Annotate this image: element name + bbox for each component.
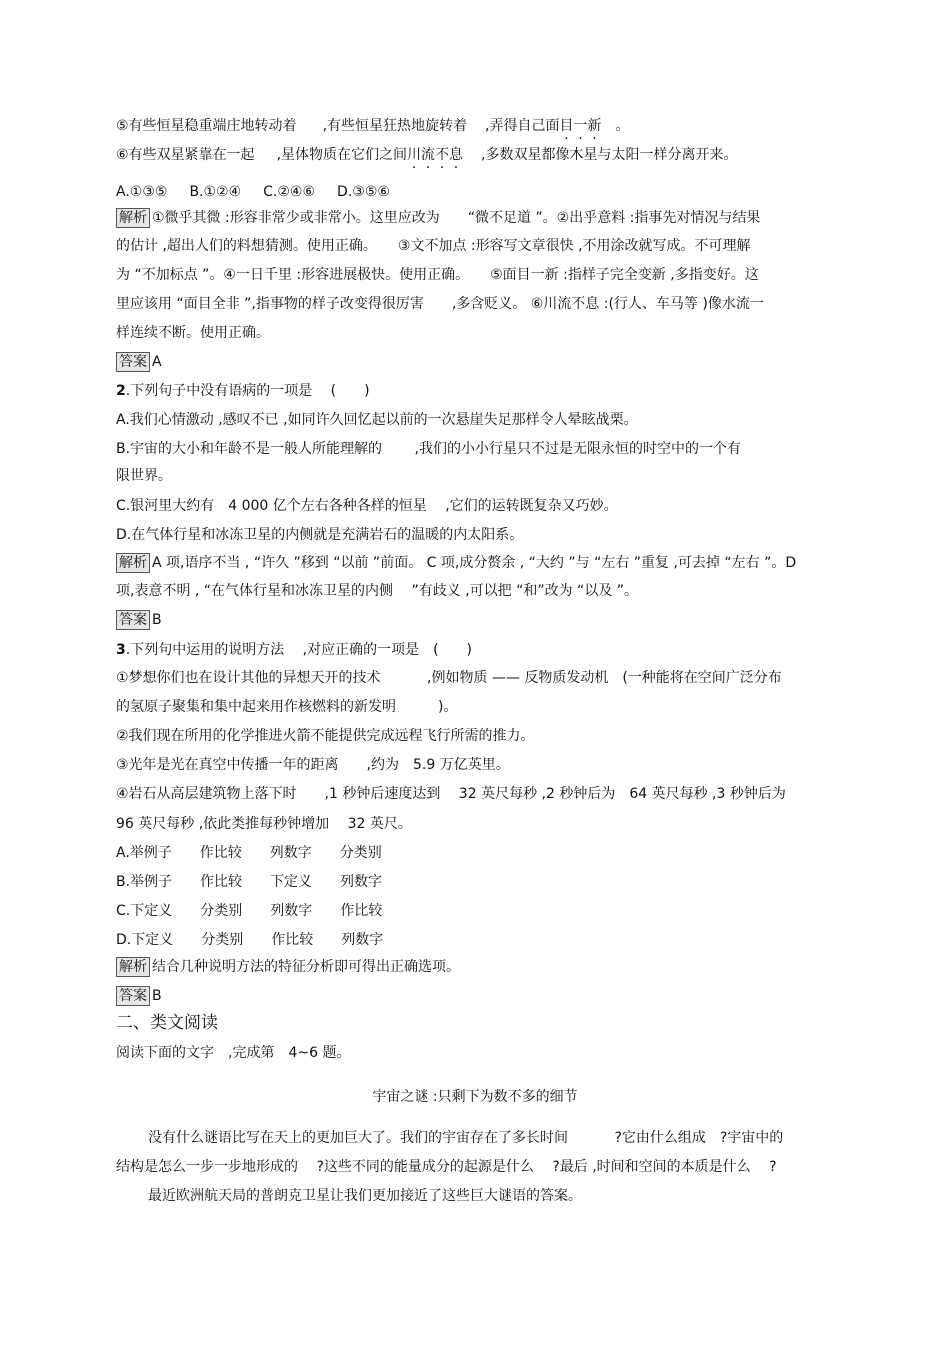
q2-option-c: C.银河里大约有 4 000 亿个左右各种各样的恒星 ,它们的运转既复杂又巧妙。: [116, 498, 618, 514]
reading-instruction: 阅读下面的文字 ,完成第 4~6 题。: [116, 1045, 351, 1061]
question-number: 3: [116, 642, 126, 658]
q1-sentence-6: [116, 145, 737, 165]
answer-label: 答案: [116, 352, 150, 372]
emphasis-char: 新: [587, 118, 602, 134]
q2-analysis-line-2: 项,表意不明 , “在气体行星和冰冻卫星的内侧 ”有歧义 ,可以把 “和”改为 “以及 ”。: [116, 583, 639, 599]
q3-line-2: 的氢原子聚集和集中起来用作核燃料的新发明 )。: [116, 699, 458, 715]
option-a: A.①③⑤: [116, 184, 168, 200]
q2-option-a: A.我们心情激动 ,感叹不已 ,如同许久回忆起以前的一次悬崖失足那样令人晕眩战栗。: [116, 412, 638, 428]
q1-analysis-line-2: 的估计 ,超出人们的料想猜测。使用正确。 ③文不加点 :形容写文章很快 ,不用涂改就写成。不可理解: [116, 238, 751, 254]
analysis-label: 解析: [116, 208, 150, 228]
q1-options: [116, 182, 390, 202]
q3-analysis: [116, 957, 460, 977]
q1-sentence-5: [116, 116, 629, 136]
option-c: C.②④⑥: [263, 184, 316, 200]
article-paragraph-1: 没有什么谜语比写在天上的更加巨大了。我们的宇宙存在了多长时间 ?它由什么组成 ?宇宙中的: [148, 1130, 784, 1146]
emphasis-char: 息: [449, 147, 464, 163]
q2-option-d: D.在气体行星和冰冻卫星的内侧就是充满岩石的温暖的内太阳系。: [116, 527, 524, 543]
question-number: 2: [116, 383, 126, 399]
analysis-label: 解析: [116, 553, 150, 573]
emphasis-char: 目: [559, 118, 574, 134]
s6-part-a: ⑥有些双星紧靠在一起: [116, 147, 255, 163]
s5-part-a: ⑤有些恒星稳重端庄地转动着: [116, 118, 297, 134]
q2-option-b-cont: 限世界。: [116, 468, 172, 484]
emphasis-char: 不: [435, 147, 450, 163]
q2-stem: [116, 381, 370, 401]
answer-value: A: [152, 354, 162, 370]
article-paragraph-1-cont: 结构是怎么一步一步地形成的 ?这些不同的能量成分的起源是什么 ?最后 ,时间和空间的本质是什么 ?: [116, 1159, 777, 1175]
q3-option-b: B.举例子 作比较 下定义 列数字: [116, 874, 383, 890]
q3-line-6: 96 英尺每秒 ,依此类推每秒钟增加 32 英尺。: [116, 816, 412, 832]
analysis-text: 结合几种说明方法的特征分析即可得出正确选项。: [152, 959, 460, 975]
analysis-text: A 项,语序不当 , “许久 ”移到 “以前 ”前面。 C 项,成分赘余 , “大约 ”与 “左右 ”重复 ,可去掉 “左右 ”。D: [152, 555, 797, 571]
answer-value: B: [152, 988, 162, 1004]
s5-end: 。: [615, 118, 630, 134]
q2-analysis-line-1: [116, 553, 796, 573]
analysis-label: 解析: [116, 957, 150, 977]
emphasis-char: 流: [421, 147, 436, 163]
section-heading: 二、类文阅读: [116, 1013, 218, 1033]
article-title: 宇宙之谜 :只剩下为数不多的细节: [372, 1089, 578, 1105]
s6-part-c: ,多数双星都像木星与太阳一样分离开来。: [481, 147, 738, 163]
q3-line-3: ②我们现在所用的化学推进火箭不能提供完成远程飞行所需的推力。: [116, 728, 535, 744]
question-stem: .下列句中运用的说明方法 ,对应正确的一项是 ( ): [125, 642, 473, 658]
s5-part-b: ,有些恒星狂热地旋转着: [322, 118, 468, 134]
analysis-text: ①微乎其微 :形容非常少或非常小。这里应改为 “微不足道 ”。②出乎意料 :指事先对情况与结果: [152, 210, 761, 226]
q1-analysis-line-1: [116, 208, 760, 228]
q3-answer: [116, 986, 162, 1006]
q3-line-5: ④岩石从高层建筑物上落下时 ,1 秒钟后速度达到 32 英尺每秒 ,2 秒钟后为 64 英尺每秒 ,3 秒钟后为: [116, 786, 786, 802]
q3-line-4: ③光年是光在真空中传播一年的距离 ,约为 5.9 万亿英里。: [116, 757, 510, 773]
q2-answer: [116, 610, 162, 630]
q3-line-1: ①梦想你们也在设计其他的异想天开的技术 ,例如物质 —— 反物质发动机 (一种能将在空间广泛分布: [116, 670, 782, 686]
answer-label: 答案: [116, 610, 150, 630]
question-stem: .下列句子中没有语病的一项是 ( ): [125, 383, 370, 399]
answer-value: B: [152, 612, 162, 628]
q3-option-a: A.举例子 作比较 列数字 分类别: [116, 845, 382, 861]
emphasis-char: 川: [407, 147, 422, 163]
q1-analysis-line-3: 为 “不加标点 ”。④一日千里 :形容进展极快。使用正确。 ⑤面目一新 :指样子完全变新 ,多指变好。这: [116, 267, 759, 283]
emphasis-char: 一: [573, 118, 588, 134]
q1-answer: [116, 352, 162, 372]
q3-option-d: D.下定义 分类别 作比较 列数字: [116, 932, 384, 948]
q3-stem: [116, 640, 472, 660]
q1-analysis-line-5: 样连续不断。使用正确。: [116, 325, 270, 341]
answer-label: 答案: [116, 986, 150, 1006]
s6-part-b: ,星体物质在它们之间: [276, 147, 408, 163]
q3-option-c: C.下定义 分类别 列数字 作比较: [116, 903, 383, 919]
q2-option-b: B.宇宙的大小和年龄不是一般人所能理解的 ,我们的小小行星只不过是无限永恒的时空中的一个有: [116, 441, 741, 457]
s5-part-c: ,弄得自己面: [485, 118, 560, 134]
q1-analysis-line-4: 里应该用 “面目全非 ”,指事物的样子改变得很厉害 ,多含贬义。 ⑥川流不息 :(行人、车马等 )像水流一: [116, 296, 764, 312]
article-paragraph-2: 最近欧洲航天局的普朗克卫星让我们更加接近了这些巨大谜语的答案。: [148, 1188, 582, 1204]
option-d: D.③⑤⑥: [337, 184, 390, 200]
option-b: B.①②④: [189, 184, 242, 200]
